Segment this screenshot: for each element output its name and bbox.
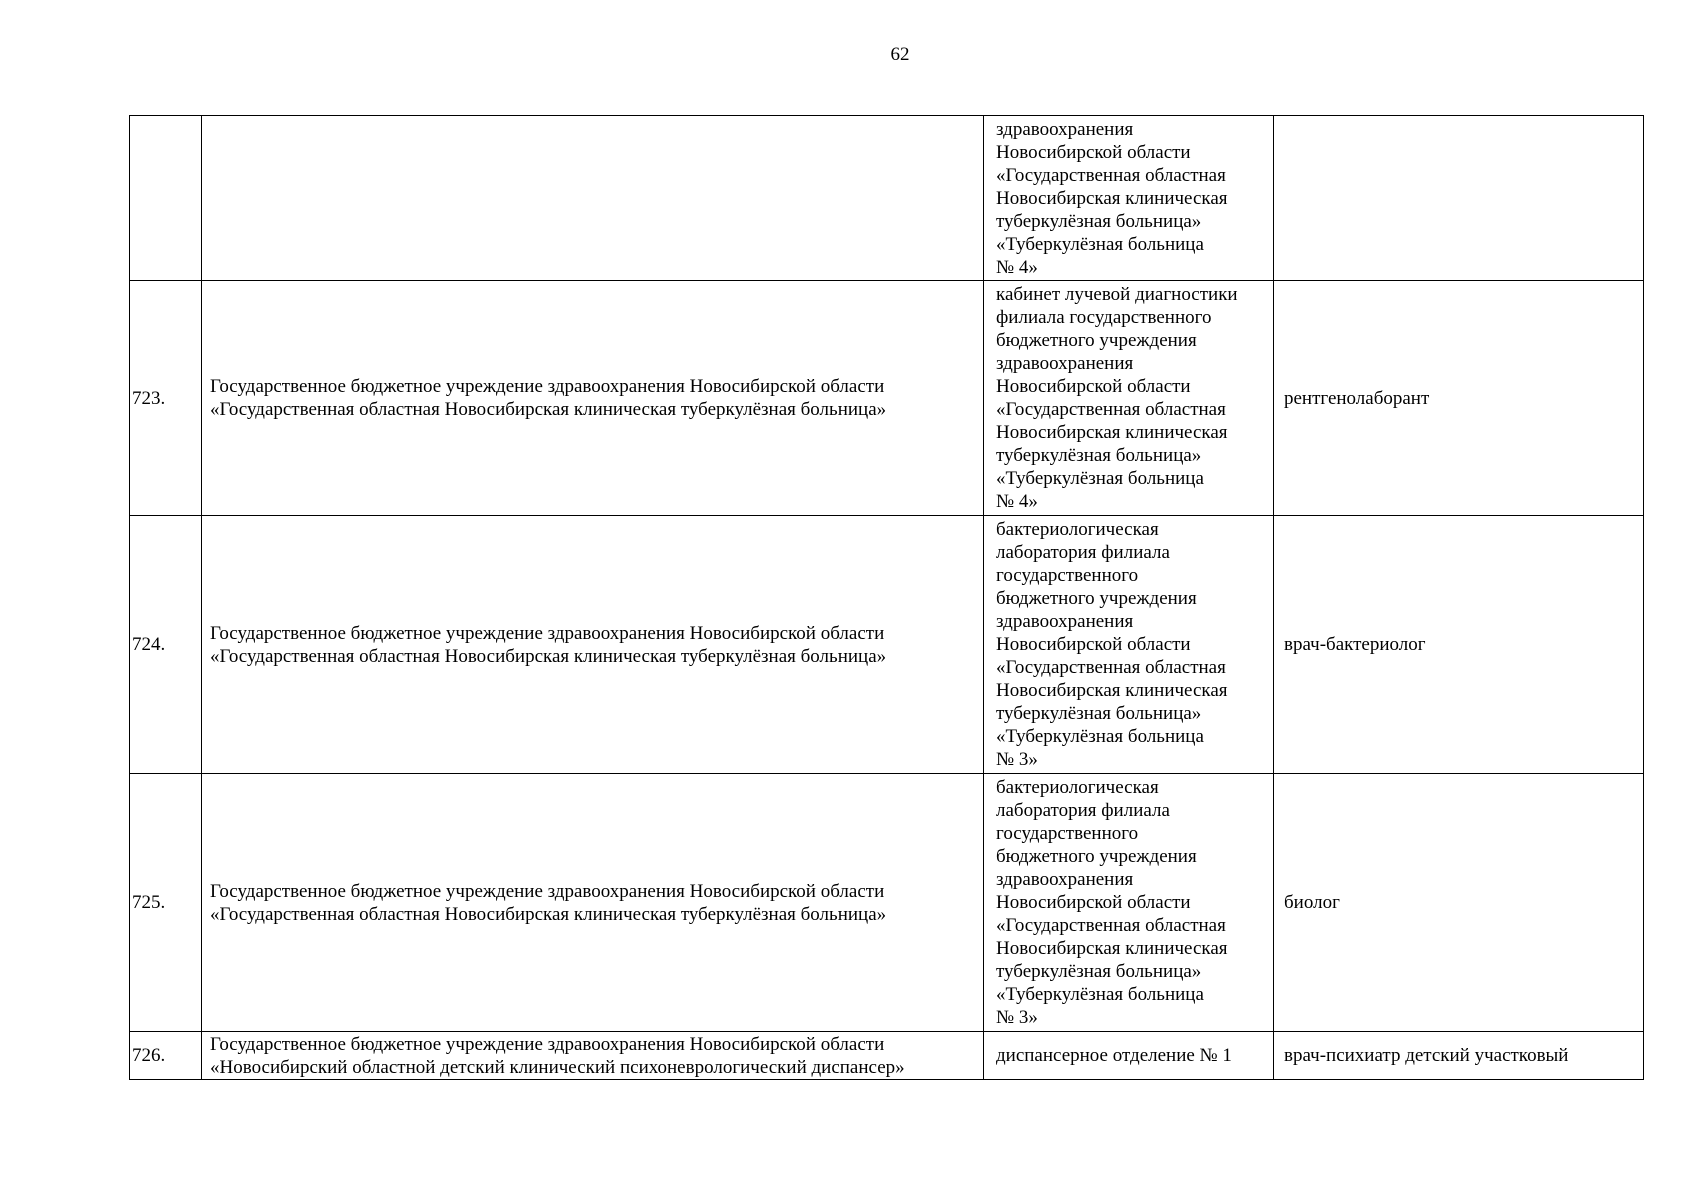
unit-line: здравоохранения (996, 869, 1134, 890)
organization-cell (202, 516, 984, 774)
unit-line: здравоохранения (996, 611, 1134, 632)
unit-line: лаборатория филиала (996, 800, 1170, 821)
unit-line: кабинет лучевой диагностики (996, 284, 1238, 305)
unit-line: № 3» (996, 749, 1038, 770)
organization-cell (202, 1032, 984, 1080)
table-row (130, 516, 1644, 774)
unit-line: здравоохранения (996, 118, 1134, 140)
positions-table (129, 115, 1644, 1080)
unit-line: бактериологическая (996, 777, 1159, 798)
unit-line: Новосибирская клиническая (996, 938, 1228, 959)
unit-line: «Государственная областная (996, 915, 1226, 936)
unit-line: Новосибирской области (996, 634, 1191, 655)
org-line: Государственное бюджетное учреждение здравоохранения Новосибирской области (210, 376, 885, 397)
org-line: Государственное бюджетное учреждение здравоохранения Новосибирской области (210, 622, 885, 644)
unit-cell (984, 1032, 1274, 1080)
org-line: Государственное бюджетное учреждение здравоохранения Новосибирской области (210, 880, 885, 902)
unit-line: диспансерное отделение № 1 (996, 1045, 1232, 1066)
unit-line: здравоохранения (996, 353, 1134, 374)
row-number: 725. (130, 774, 202, 1032)
unit-line: туберкулёзная больница» (996, 961, 1202, 982)
unit-line: «Туберкулёзная больница (996, 233, 1204, 255)
table-row (130, 281, 1644, 516)
organization-cell (202, 774, 984, 1032)
unit-line: «Государственная областная (996, 657, 1226, 678)
unit-line: лаборатория филиала (996, 542, 1170, 563)
unit-line: туберкулёзная больница» (996, 703, 1202, 724)
unit-line: Новосибирская клиническая (996, 422, 1228, 443)
position-cell: врач-бактериолог (1274, 516, 1644, 774)
organization-cell (202, 281, 984, 516)
unit-line: «Туберкулёзная больница (996, 726, 1204, 747)
row-number (130, 116, 202, 281)
table-row (130, 1032, 1644, 1080)
position-cell: врач-психиатр детский участковый (1274, 1032, 1644, 1080)
unit-line: Новосибирской области (996, 892, 1191, 913)
unit-line: № 3» (996, 1007, 1038, 1028)
unit-line: «Государственная областная (996, 164, 1226, 186)
unit-cell (984, 116, 1274, 281)
unit-line: № 4» (996, 491, 1038, 512)
unit-line: Новосибирская клиническая (996, 187, 1228, 209)
organization-cell (202, 116, 984, 281)
unit-line: «Туберкулёзная больница (996, 984, 1204, 1005)
unit-cell (984, 774, 1274, 1032)
org-line: «Государственная областная Новосибирская клиническая туберкулёзная больница» (210, 645, 887, 667)
table-row (130, 774, 1644, 1032)
row-number: 726. (130, 1032, 202, 1080)
unit-line: Новосибирской области (996, 141, 1191, 163)
unit-line: № 4» (996, 256, 1038, 278)
unit-line: туберкулёзная больница» (996, 210, 1202, 232)
unit-line: Новосибирская клиническая (996, 680, 1228, 701)
unit-line: государственного (996, 565, 1139, 586)
row-number: 724. (130, 516, 202, 774)
unit-line: бактериологическая (996, 519, 1159, 540)
page-number: 62 (890, 44, 910, 65)
position-cell (1274, 116, 1644, 281)
org-line: «Новосибирский областной детский клинический психоневрологический диспансер» (210, 1056, 905, 1078)
org-line: Государственное бюджетное учреждение здравоохранения Новосибирской области (210, 1033, 885, 1055)
position-cell: биолог (1274, 774, 1644, 1032)
unit-line: филиала государственного (996, 307, 1212, 328)
table-row (130, 116, 1644, 281)
unit-line: бюджетного учреждения (996, 846, 1197, 867)
unit-line: туберкулёзная больница» (996, 445, 1202, 466)
row-number: 723. (130, 281, 202, 516)
org-line: «Государственная областная Новосибирская клиническая туберкулёзная больница» (210, 399, 887, 420)
unit-line: бюджетного учреждения (996, 588, 1197, 609)
unit-line: «Государственная областная (996, 399, 1226, 420)
unit-line: государственного (996, 823, 1139, 844)
position-cell: рентгенолаборант (1274, 281, 1644, 516)
unit-line: «Туберкулёзная больница (996, 468, 1204, 489)
unit-cell (984, 516, 1274, 774)
unit-cell (984, 281, 1274, 516)
org-line: «Государственная областная Новосибирская клиническая туберкулёзная больница» (210, 903, 887, 925)
unit-line: Новосибирской области (996, 376, 1191, 397)
unit-line: бюджетного учреждения (996, 330, 1197, 351)
